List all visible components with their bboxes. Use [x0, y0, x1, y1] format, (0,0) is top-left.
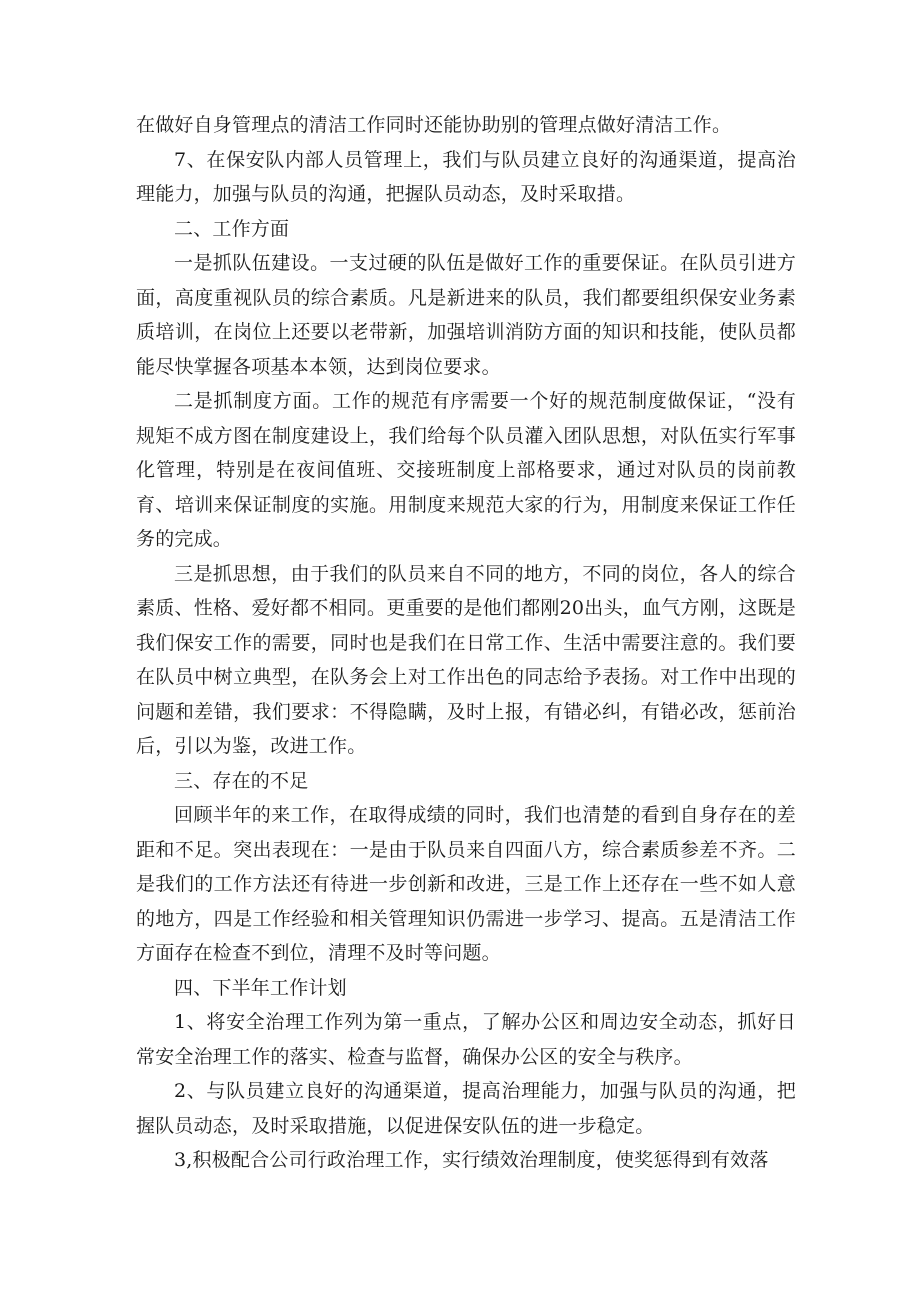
- paragraph-item-7: 7、在保安队内部人员管理上，我们与队员建立良好的沟通渠道，提高治理能力，加强与队员的沟通，把握队员动态，及时采取措。: [136, 148, 796, 205]
- paragraph-plan-1: 1、将安全治理工作列为第一重点，了解办公区和周边安全动态，抓好日常安全治理工作的落实、检查与监督，确保办公区的安全与秩序。: [136, 1011, 796, 1068]
- section-heading-plan: 四、下半年工作计划: [174, 976, 347, 999]
- paragraph-ideology: 三是抓思想，由于我们的队员来自不同的地方，不同的岗位，各人的综合素质、性格、爱好都不相同。更重要的是他们都刚20出头，血气方刚，这既是我们保安工作的需要，同时也是我们在日常工作、生活中需要注意的。我们要在队员中树立典型，在队务会上对工作出色的同志给予表扬。对工作中出现的问题和差错，我们要求：不得隐瞒，及时上报，有错必纠，有错必改，惩前治后，引以为鉴，改进工作。: [136, 562, 796, 757]
- section-heading-work-aspects: 二、工作方面: [174, 217, 290, 240]
- paragraph-review: 回顾半年的来工作，在取得成绩的同时，我们也清楚的看到自身存在的差距和不足。突出表现在：一是由于队员来自四面八方，综合素质参差不齐。二是我们的工作方法还有待进一步创新和改进，三是工作上还存在一些不如人意的地方，四是工作经验和相关管理知识仍需进一步学习、提高。五是清洁工作方面存在检查不到位，清理不及时等问题。: [136, 804, 796, 964]
- paragraph-plan-2: 2、与队员建立良好的沟通渠道，提高治理能力，加强与队员的沟通，把握队员动态，及时采取措施，以促进保安队伍的进一步稳定。: [136, 1080, 796, 1137]
- document-body: [136, 108, 796, 1178]
- paragraph-plan-3: 3,积极配合公司行政治理工作，实行绩效治理制度，使奖惩得到有效落: [174, 1149, 769, 1171]
- paragraph-team-building: 一是抓队伍建设。一支过硬的队伍是做好工作的重要保证。在队员引进方面，高度重视队员的综合素质。凡是新进来的队员，我们都要组织保安业务素质培训，在岗位上还要以老带新，加强培训消防方面的知识和技能，使队员都能尽快掌握各项基本本领，达到岗位要求。: [136, 252, 796, 378]
- section-heading-shortcomings: 三、存在的不足: [174, 769, 309, 792]
- paragraph-system-building: 二是抓制度方面。工作的规范有序需要一个好的规范制度做保证，“没有规矩不成方图在制度建设上，我们给每个队员灌入团队思想，对队伍实行军事化管理，特别是在夜间值班、交接班制度上部格要求，通过对队员的岗前教育、培训来保证制度的实施。用制度来规范大家的行为，用制度来保证工作任务的完成。: [136, 390, 796, 550]
- paragraph-continuation: 在做好自身管理点的清洁工作同时还能协助别的管理点做好清洁工作。: [136, 114, 732, 136]
